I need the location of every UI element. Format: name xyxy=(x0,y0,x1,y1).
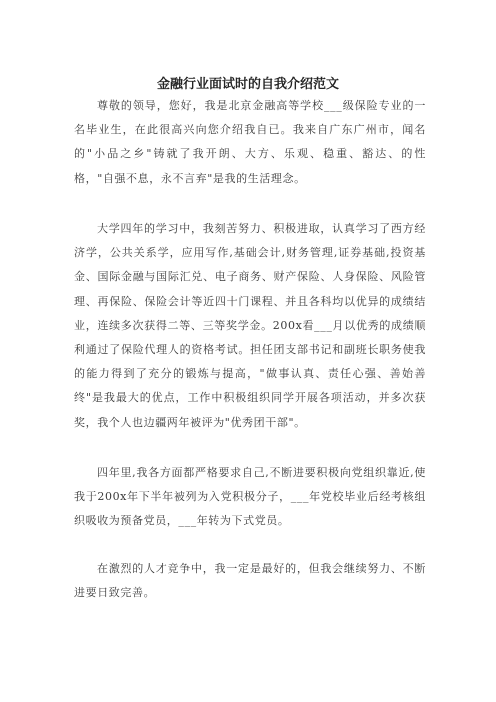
document-title: 金融行业面试时的自我介绍范文 xyxy=(156,77,339,92)
paragraph-studies: 大学四年的学习中，我刻苦努力、积极进取，认真学习了西方经济学，公共关系学，应用写作,基础会计,财务管理,证券基础,投资基金、国际金融与国际汇兑、电子商务、财产保险、人身保险、风险管理、再保险、保险会计等近四十门课程、并且各科均以优异的成绩结业，连续多次获得二等、三等奖学金。200x看___月以优秀的成绩顺利通过了保险代理人的资格考试。担任团支部书记和副班长职务使我的能力得到了充分的锻炼与提高，"做事认真、责任心强、善始善终"是我最大的优点，工作中积极组织同学开展各项活动，并多次获奖，我个人也边疆两年被评为"优秀团干部"。 xyxy=(74,222,426,429)
paragraph-intro: 尊敬的领导，您好，我是北京金融高等学校___级保险专业的一名毕业生，在此很高兴向您介绍我自已。我来自广东广州市，闻名的"小品之乡"铸就了我开朗、大方、乐观、稳重、豁达、的性格，"自强不息，永不言弃"是我的生活理念。 xyxy=(74,99,426,185)
paragraph-closing: 在激烈的人才竞争中，我一定是最好的，但我会继续努力、不断进要日致完善。 xyxy=(74,562,426,600)
paragraph-party: 四年里,我各方面都严格要求自己,不断进要积极向党组织靠近,使我于200x年下半年被列为入党积极分子，___年党校毕业后经考核组织吸收为预备党员，___年转为下式党员。 xyxy=(74,466,426,528)
